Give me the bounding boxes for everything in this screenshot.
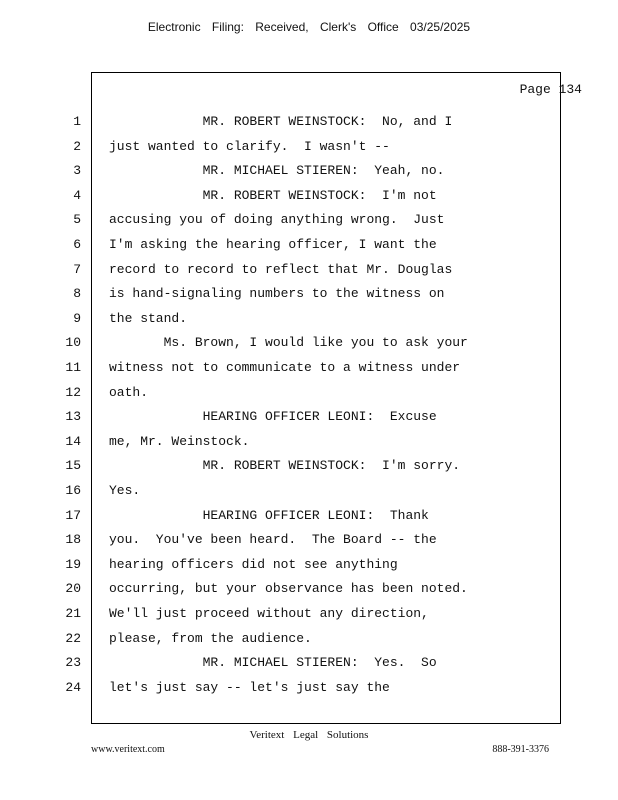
transcript-line <box>0 606 618 630</box>
filing-header: Electronic Filing: Received, Clerk's Office 03/25/2025 <box>147 20 471 34</box>
transcript-line <box>0 286 618 310</box>
line-text: Yes. <box>109 483 141 498</box>
line-number: 19 <box>65 556 81 572</box>
transcript-line <box>0 508 618 532</box>
line-number: 15 <box>65 458 81 474</box>
line-number: 10 <box>65 335 81 351</box>
footer-phone: 888-391-3376 <box>492 744 549 755</box>
line-text: just wanted to clarify. I wasn't -- <box>109 138 390 154</box>
transcript-line <box>0 385 618 409</box>
line-text: you. You've been heard. The Board -- the <box>109 532 437 548</box>
transcript-line <box>0 114 618 138</box>
line-text: the stand. <box>109 310 188 326</box>
line-number: 23 <box>65 655 81 671</box>
line-text: MR. ROBERT WEINSTOCK: No, and I <box>109 114 453 129</box>
line-text: MR. ROBERT WEINSTOCK: I'm sorry. <box>109 458 461 474</box>
transcript-line <box>0 311 618 335</box>
line-number: 1 <box>73 114 81 129</box>
line-number: 5 <box>73 212 81 228</box>
line-text: record to record to reflect that Mr. Douglas <box>109 261 453 277</box>
transcript-line <box>0 532 618 556</box>
transcript-line <box>0 409 618 433</box>
line-number: 2 <box>73 138 81 154</box>
transcript-line <box>0 262 618 286</box>
line-number: 20 <box>65 581 81 597</box>
line-text: let's just say -- let's just say the <box>109 679 390 695</box>
line-number: 17 <box>65 507 81 523</box>
line-text: HEARING OFFICER LEONI: Thank <box>109 507 429 523</box>
transcript-line <box>0 631 618 655</box>
line-text: HEARING OFFICER LEONI: Excuse <box>109 409 437 425</box>
line-number: 3 <box>73 163 81 179</box>
transcript-line <box>0 434 618 458</box>
line-number: 4 <box>73 187 81 203</box>
line-text: MR. ROBERT WEINSTOCK: I'm not <box>109 187 437 203</box>
line-text: please, from the audience. <box>109 630 312 646</box>
transcript-line <box>0 655 618 679</box>
line-number: 24 <box>65 679 81 695</box>
transcript-line <box>0 680 618 704</box>
line-number: 16 <box>65 483 81 498</box>
transcript-line <box>0 360 618 384</box>
line-number: 14 <box>65 433 81 449</box>
footer-company: Veritext Legal Solutions <box>249 729 369 741</box>
line-text: hearing officers did not see anything <box>109 556 398 572</box>
line-number: 6 <box>73 237 81 252</box>
line-number: 9 <box>73 310 81 326</box>
transcript-line <box>0 483 618 507</box>
line-text: is hand-signaling numbers to the witness on <box>109 286 445 302</box>
transcript-line <box>0 335 618 359</box>
transcript-line <box>0 139 618 163</box>
line-text: oath. <box>109 384 149 400</box>
line-number: 22 <box>65 630 81 646</box>
line-text: witness not to communicate to a witness under <box>109 360 461 375</box>
line-text: Ms. Brown, I would like you to ask your <box>109 335 468 351</box>
transcript-line <box>0 237 618 261</box>
transcript-line <box>0 581 618 605</box>
line-number: 12 <box>65 384 81 400</box>
footer-website: www.veritext.com <box>91 744 165 755</box>
line-number: 18 <box>65 532 81 548</box>
line-text: MR. MICHAEL STIEREN: Yes. So <box>109 655 437 671</box>
transcript-line <box>0 212 618 236</box>
page-number: Page 134 <box>519 82 582 97</box>
transcript-line <box>0 458 618 482</box>
line-number: 21 <box>65 606 81 621</box>
line-text: We'll just proceed without any direction, <box>109 606 429 621</box>
line-text: me, Mr. Weinstock. <box>109 433 250 449</box>
line-number: 8 <box>73 286 81 302</box>
transcript-line <box>0 163 618 187</box>
line-text: occurring, but your observance has been noted. <box>109 581 468 597</box>
line-number: 13 <box>65 409 81 425</box>
line-number: 11 <box>65 360 81 375</box>
line-text: MR. MICHAEL STIEREN: Yeah, no. <box>109 163 445 179</box>
line-number: 7 <box>73 261 81 277</box>
transcript-line <box>0 557 618 581</box>
transcript-line <box>0 188 618 212</box>
line-text: accusing you of doing anything wrong. Just <box>109 212 445 228</box>
line-text: I'm asking the hearing officer, I want the <box>109 237 437 252</box>
